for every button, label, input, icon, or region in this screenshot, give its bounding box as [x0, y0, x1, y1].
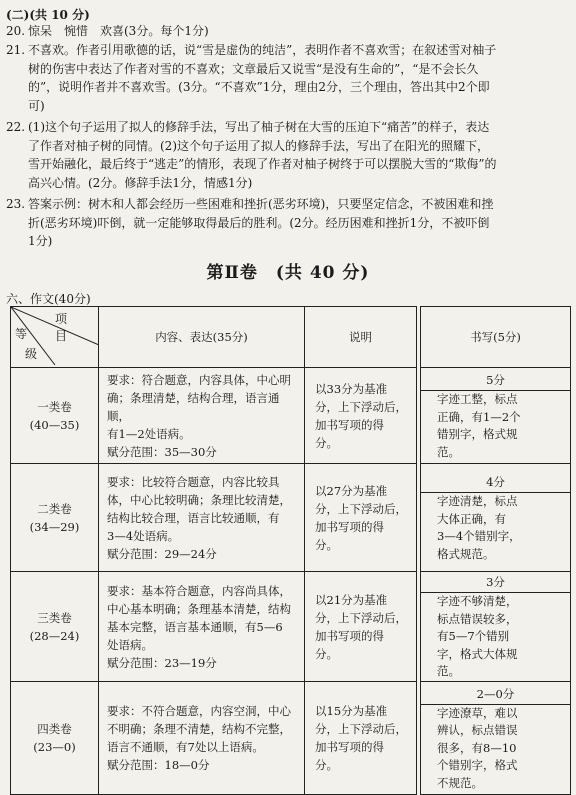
answer-21-line: 可)	[28, 98, 45, 113]
writing-cell	[421, 682, 571, 795]
writing-score: 5分	[421, 370, 570, 391]
requirement-line: 处语病。	[107, 637, 153, 652]
requirement-line: 赋分范围：29—24分	[107, 546, 217, 561]
note-column-header: 说明	[305, 307, 417, 368]
note-cell	[305, 464, 417, 572]
writing-line: 字迹潦草，难以	[437, 705, 518, 720]
level-range: (40—35)	[29, 417, 80, 432]
writing-line: 范。	[437, 444, 460, 459]
writing-score: 4分	[421, 472, 570, 493]
writing-line: 有5—7个错别	[437, 629, 510, 644]
note-line: 加书写项的得	[315, 519, 384, 534]
writing-description	[421, 705, 570, 793]
requirement-cell	[99, 464, 305, 572]
note-line: 分，上下浮动后，	[315, 501, 407, 516]
level-cell	[11, 368, 99, 464]
requirement-cell	[99, 572, 305, 682]
writing-line: 标点错误较多，	[437, 611, 518, 626]
note-line: 分。	[315, 537, 338, 552]
requirement-line: 要求：比较符合题意，内容比较具	[107, 474, 280, 489]
answer-23-line: 折(恶劣环境)吓倒，就一定能够取得最后的胜利。(2分。经历困难和挫折1分，不被吓倒	[28, 215, 490, 230]
note-line: 分，上下浮动后，	[315, 610, 407, 625]
note-line: 以27分为基准	[315, 483, 388, 498]
writing-line: 正确，有1—2个	[437, 409, 521, 424]
answer-22-line: 了作者对柚子树的同情。(2)这个句子运用了拟人的修辞手法，写出了在阳光的照耀下，	[28, 138, 490, 153]
requirement-cell	[99, 368, 305, 464]
essay-scoring-table	[10, 306, 571, 795]
answer-23-line: 答案示例：树木和人都会经历一些困难和挫折(恶劣环境)，只要坚定信念，不被困难和挫	[28, 197, 494, 211]
writing-score: 3分	[421, 572, 570, 593]
requirement-line: 3—4处语病。	[107, 528, 180, 543]
answer-22-number: 22.	[6, 120, 26, 134]
writing-line: 辨认，标点错误	[437, 723, 518, 738]
level-name: 三类卷	[37, 610, 72, 625]
note-line: 分，上下浮动后，	[315, 399, 407, 414]
requirement-cell	[99, 682, 305, 795]
answer-22	[6, 118, 497, 192]
writing-line: 不规范。	[437, 775, 483, 790]
note-cell	[305, 682, 417, 795]
requirement-line: 有1—2处语病。	[107, 426, 191, 441]
note-line: 分。	[315, 758, 338, 772]
writing-line: 字迹清楚，标点	[437, 494, 518, 508]
note-line: 分。	[315, 435, 338, 450]
section-2-header: (二)(共 10 分)	[6, 8, 90, 22]
level-name: 四类卷	[37, 722, 72, 736]
requirement-line: 赋分范围：23—19分	[107, 655, 217, 670]
writing-score: 2—0分	[421, 684, 570, 705]
corner-ji-label: 级	[25, 347, 38, 361]
level-range: (28—24)	[29, 628, 80, 643]
answer-21-line: 不喜欢。作者引用歌德的话，说“雪是虚伪的纯洁”，表明作者不喜欢雪；在叙述雪对柚子	[28, 43, 497, 57]
table-row	[11, 368, 571, 464]
requirement-line: 赋分范围：18—0分	[107, 758, 210, 772]
writing-line: 范。	[437, 664, 460, 679]
writing-line: 很多，有8—10	[437, 740, 517, 755]
answer-22-line: 高兴心情。(2分。修辞手法1分，情感1分)	[28, 175, 253, 190]
content-column-header: 内容、表达(35分)	[99, 307, 305, 368]
answer-22-line: 雪开始融化，最后终于“逃走”的情形，表现了作者对柚子树终于可以摆脱大雪的“欺侮”的	[28, 157, 497, 171]
writing-line: 大体正确，有	[437, 511, 506, 526]
answer-23-line: 1分)	[28, 234, 53, 248]
writing-cell	[421, 572, 571, 682]
answer-20-text: 惊呆 惋惜 欢喜(3分。每个1分)	[28, 24, 209, 38]
level-cell	[11, 682, 99, 795]
note-line: 加书写项的得	[315, 740, 384, 754]
requirement-line: 要求：符合题意，内容具体，中心明	[107, 372, 291, 387]
note-line: 分。	[315, 646, 338, 661]
answer-23-number: 23.	[6, 197, 26, 211]
table-row	[11, 464, 571, 572]
answer-23	[6, 195, 493, 251]
answer-20-number: 20.	[6, 24, 26, 38]
answer-21-line: 树的伤害中表达了作者对雪的不喜欢；文章最后又说雪“是没有生命的”，“是不会长久	[28, 61, 479, 76]
writing-line: 错别字，格式规	[437, 427, 518, 441]
answer-21-number: 21.	[6, 43, 26, 57]
note-cell	[305, 368, 417, 464]
writing-column-header: 书写(5分)	[421, 307, 571, 368]
writing-line: 字，格式大体规	[437, 646, 518, 661]
requirement-line: 确；条理清楚，结构合理，语言通顺，	[107, 390, 280, 423]
essay-section-header: 六、作文(40分)	[6, 292, 91, 306]
requirement-line: 中心基本明确；条理基本清楚，结构	[107, 601, 291, 616]
answer-20	[6, 22, 209, 41]
volume-2-title: 第Ⅱ卷 (共 40 分)	[206, 263, 370, 283]
requirement-line: 基本完整，语言基本通顺，有5—6	[107, 619, 283, 634]
note-cell	[305, 572, 417, 682]
level-range: (23—0)	[33, 740, 76, 754]
corner-header-cell	[11, 307, 99, 368]
level-name: 一类卷	[37, 399, 72, 414]
requirement-line: 要求：不符合题意，内容空洞，中心	[107, 704, 291, 718]
answer-21	[6, 41, 496, 115]
note-line: 分，上下浮动后，	[315, 722, 407, 736]
corner-deng-label: 等	[15, 327, 28, 341]
note-line: 加书写项的得	[315, 628, 384, 643]
writing-description	[421, 391, 570, 461]
note-line: 以21分为基准	[315, 592, 388, 607]
answer-21-line: 的”，说明作者并不喜欢雪。(3分。“不喜欢”1分，理由2分，三个理由，答出其中2个即	[28, 80, 490, 94]
requirement-line: 不明确；条理不清楚，结构不完整，	[107, 722, 291, 736]
writing-cell	[421, 368, 571, 464]
writing-line: 字迹不够清楚，	[437, 594, 518, 609]
writing-line: 格式规范。	[437, 546, 495, 561]
table-row	[11, 682, 571, 795]
writing-line: 个错别字，格式	[437, 758, 518, 773]
writing-description	[421, 493, 570, 563]
requirement-line: 体，中心比较明确；条理比较清楚，	[107, 492, 291, 507]
requirement-line: 赋分范围：35—30分	[107, 444, 217, 459]
writing-line: 字迹工整，标点	[437, 392, 518, 406]
writing-description	[421, 593, 570, 681]
corner-item-label: 项 目	[55, 312, 92, 343]
requirement-line: 语言不通顺，有7处以上语病。	[107, 740, 264, 754]
level-range: (34—29)	[29, 519, 80, 534]
writing-line: 3—4个错别字，	[437, 529, 521, 543]
note-line: 以33分为基准	[315, 381, 388, 396]
requirement-line: 结构比较合理，语言比较通顺，有	[107, 510, 280, 525]
requirement-line: 要求：基本符合题意，内容尚具体，	[107, 583, 291, 598]
answer-22-line: (1)这个句子运用了拟人的修辞手法，写出了柚子树在大雪的压迫下“痛苦”的样子，表达	[28, 120, 490, 134]
writing-cell	[421, 464, 571, 572]
level-cell	[11, 464, 99, 572]
level-name: 二类卷	[37, 501, 72, 516]
table-header-row	[11, 307, 571, 368]
note-line: 加书写项的得	[315, 417, 384, 432]
level-cell	[11, 572, 99, 682]
table-row	[11, 572, 571, 682]
note-line: 以15分为基准	[315, 704, 388, 718]
